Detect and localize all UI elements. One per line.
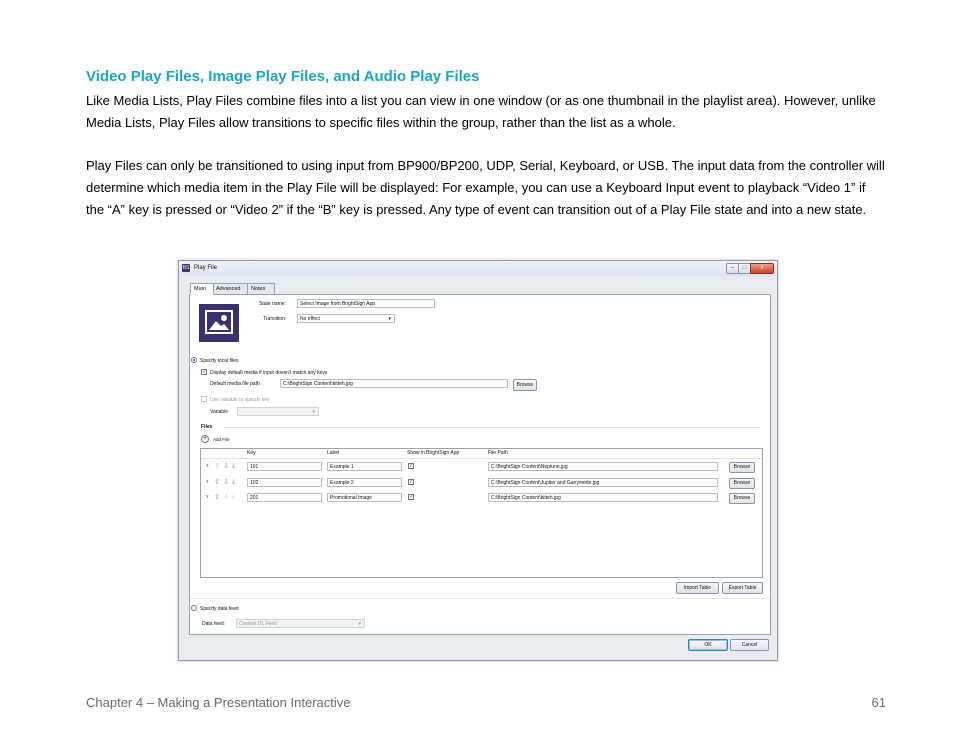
chevron-down-icon: ▾ xyxy=(312,409,315,415)
column-header-show: Show in BrightSign App xyxy=(407,450,460,456)
data-feed-label: Data feed: xyxy=(202,621,226,627)
row-browse-button[interactable]: Browse xyxy=(729,493,755,504)
data-feed-value: Content DL Feed xyxy=(239,621,277,627)
paragraph-transitions: Play Files can only be transitioned to using input from BP900/BP200, UDP, Serial, Keyboard, or USB. The input data from the controller will determine which media item in the Play File will be displayed: For example, you can use a Keyboard Input event to playback “Video 1” if the “A” key is pressed or “Video 2” if the “B” key is pressed. Any type of event can transition out of a Play File state and into a new state. xyxy=(86,158,885,217)
remove-row-icon[interactable]: x xyxy=(206,479,209,485)
column-header-key: Key xyxy=(247,450,256,456)
variable-select[interactable] xyxy=(237,407,319,416)
data-feed-option-label: Specify data feed xyxy=(200,606,239,612)
tab-main[interactable]: Main xyxy=(190,283,214,295)
remove-row-icon[interactable]: x xyxy=(206,494,209,500)
table-row xyxy=(201,460,762,474)
show-in-app-checkbox[interactable]: ✓ xyxy=(409,479,414,485)
chevron-down-icon: ▾ xyxy=(358,621,361,627)
data-feed-select[interactable] xyxy=(236,619,365,628)
use-variable-checkbox[interactable] xyxy=(201,396,207,402)
files-table xyxy=(200,448,763,578)
file-path-input[interactable]: C:\BrightSign Content\Jupiter and Ganymede.jpg xyxy=(488,478,718,487)
add-file-label[interactable]: Add File xyxy=(213,437,230,442)
transition-label: Transition: xyxy=(263,316,287,322)
default-media-path-input[interactable]: C:\BrightSign Content\kitteh.jpg xyxy=(280,379,508,388)
image-icon xyxy=(205,310,233,334)
footer-chapter: Chapter 4 – Making a Presentation Interactive xyxy=(86,695,351,710)
local-files-label: Specify local files xyxy=(200,358,239,364)
use-variable-label: Use variable to specify key xyxy=(210,397,270,403)
dialog-title: Play File xyxy=(194,265,218,271)
move-down-icon[interactable]: ⇩ xyxy=(223,479,229,486)
main-panel xyxy=(189,294,771,635)
table-row xyxy=(201,476,762,490)
display-default-label: Display default media if input doesn't match any keys xyxy=(210,370,328,376)
maximize-button[interactable]: □ xyxy=(738,263,751,274)
move-down-icon[interactable]: ⇩ xyxy=(223,463,229,470)
label-input[interactable]: Example 2 xyxy=(327,478,402,487)
label-input[interactable]: Promotional Image xyxy=(327,493,402,502)
state-name-input[interactable]: Select Image from BrightSign App xyxy=(297,299,435,308)
key-input[interactable]: 101 xyxy=(247,462,322,471)
move-up-icon[interactable]: ⇧ xyxy=(214,479,220,486)
table-row xyxy=(201,491,762,505)
transition-select[interactable] xyxy=(297,314,395,323)
remove-row-icon[interactable]: x xyxy=(206,463,209,469)
move-bottom-icon[interactable]: ⤓ xyxy=(232,493,236,500)
move-bottom-icon[interactable]: ⤓ xyxy=(232,462,236,469)
display-default-checkbox[interactable]: ✓ xyxy=(202,369,207,375)
app-icon: BS xyxy=(182,265,190,271)
import-table-button[interactable]: Import Table xyxy=(676,582,719,594)
key-input[interactable]: 201 xyxy=(247,493,322,502)
key-input[interactable]: 102 xyxy=(247,478,322,487)
play-file-thumbnail xyxy=(198,303,242,345)
file-path-input[interactable]: C:\BrightSign Content\Neptune.jpg xyxy=(488,462,718,471)
files-divider xyxy=(224,427,760,428)
column-header-file-path: File Path xyxy=(488,450,508,456)
show-in-app-checkbox[interactable]: ✓ xyxy=(409,494,414,500)
play-file-dialog xyxy=(178,260,778,661)
panel-divider xyxy=(190,598,770,599)
cancel-button[interactable]: Cancel xyxy=(730,639,769,651)
transition-value: No effect xyxy=(300,316,320,322)
section-heading: Video Play Files, Image Play Files, and Audio Play Files xyxy=(86,68,480,85)
variable-label: Variable xyxy=(210,409,228,415)
add-file-icon[interactable]: + xyxy=(202,435,208,442)
files-heading: Files xyxy=(201,424,213,430)
ok-button[interactable]: OK xyxy=(688,639,728,651)
tab-advanced[interactable]: Advanced xyxy=(212,283,249,295)
row-browse-button[interactable]: Browse xyxy=(729,478,755,489)
move-bottom-icon[interactable]: ⤓ xyxy=(232,478,236,485)
file-path-input[interactable]: C:\BrightSign Content\kitteh.jpg xyxy=(488,493,718,502)
data-feed-radio[interactable] xyxy=(191,605,197,611)
label-input[interactable]: Example 1 xyxy=(327,462,402,471)
state-name-label: State name: xyxy=(259,301,286,307)
move-down-icon[interactable]: ⇩ xyxy=(223,494,229,501)
chevron-down-icon: ▾ xyxy=(388,316,391,322)
title-bar xyxy=(179,261,777,276)
export-table-button[interactable]: Export Table xyxy=(722,582,763,594)
column-header-label: Label xyxy=(327,450,340,456)
minimize-button[interactable]: – xyxy=(726,263,739,274)
paragraph-intro: Like Media Lists, Play Files combine files into a list you can view in one window (or as one thumbnail in the playlist area). However, unlike Media Lists, Play Files allow transitions to specific files within the group, rather than the list as a whole. xyxy=(86,93,876,130)
move-up-icon[interactable]: ⇧ xyxy=(214,463,220,470)
mountain-icon xyxy=(207,312,231,332)
close-button[interactable]: x xyxy=(750,263,774,274)
footer-page-number: 61 xyxy=(871,695,886,710)
local-files-radio[interactable] xyxy=(191,357,197,363)
move-up-icon[interactable]: ⇧ xyxy=(214,494,220,501)
row-browse-button[interactable]: Browse xyxy=(729,462,755,473)
show-in-app-checkbox[interactable]: ✓ xyxy=(409,463,414,469)
default-browse-button[interactable]: Browse xyxy=(513,379,537,391)
tab-notes[interactable]: Notes xyxy=(247,283,275,295)
default-media-path-label: Default media file path xyxy=(210,381,260,387)
